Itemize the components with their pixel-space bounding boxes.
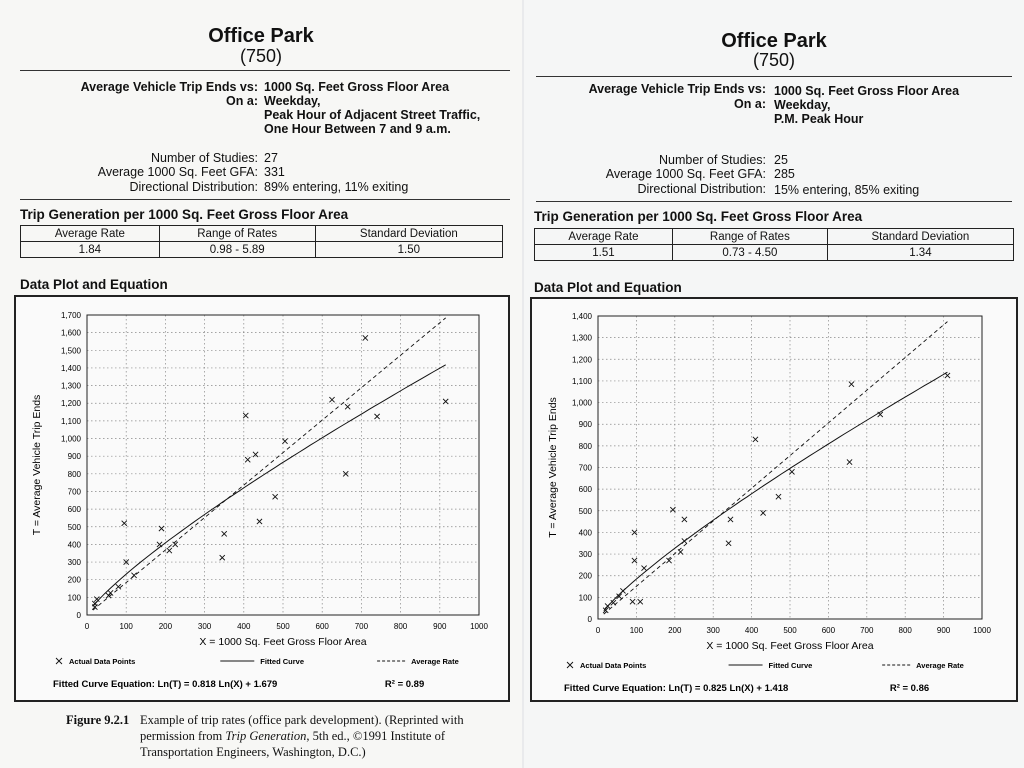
plot-header: Data Plot and Equation <box>20 277 168 292</box>
y-tick-label: 1,200 <box>60 399 81 409</box>
data-point <box>257 519 262 524</box>
x-tick-label: 600 <box>315 622 329 631</box>
on-line: P.M. Peak Hour <box>774 112 864 126</box>
y-tick-label: 1,400 <box>60 363 81 373</box>
y-tick-label: 100 <box>67 593 81 603</box>
legend-label: Actual Data Points <box>69 657 136 666</box>
legend-point-marker <box>56 658 62 664</box>
data-point <box>847 459 852 464</box>
panel-title: Office Park <box>721 30 827 52</box>
chart-box <box>530 297 1018 702</box>
on-line: Weekday, <box>774 98 831 112</box>
y-tick-label: 1,400 <box>571 312 592 321</box>
rates-col-header: Range of Rates <box>159 226 315 242</box>
x-tick-label: 800 <box>393 622 408 631</box>
y-tick-label: 300 <box>67 558 81 568</box>
rates-value: 0.98 - 5.89 <box>159 242 315 258</box>
y-tick-label: 1,500 <box>60 346 81 356</box>
x-tick-label: 900 <box>936 626 951 635</box>
r-squared: R² = 0.86 <box>889 683 930 694</box>
legend-label: Average Rate <box>411 657 459 666</box>
rates-value-row <box>21 242 503 258</box>
y-tick-label: 100 <box>578 593 592 603</box>
r-squared: R² = 0.89 <box>384 679 425 690</box>
stat-value: 27 <box>264 151 278 165</box>
legend-label: Fitted Curve <box>260 657 305 666</box>
panel-title: Office Park <box>208 25 314 47</box>
data-point <box>167 548 172 553</box>
y-tick-label: 900 <box>578 420 592 430</box>
caption-text: , 5th ed., ©1991 Institute of Transportation Engineers, Washington, D.C.) <box>140 729 445 759</box>
figure-caption <box>66 712 506 760</box>
y-tick-label: 1,300 <box>571 333 592 343</box>
vs-value: 1000 Sq. Feet Gross Floor Area <box>264 80 450 94</box>
y-tick-label: 1,600 <box>60 328 81 338</box>
legend-label: Average Rate <box>916 661 964 670</box>
rates-value: 1.34 <box>827 245 1013 261</box>
rate-header: Trip Generation per 1000 Sq. Feet Gross Floor Area <box>20 207 349 222</box>
fitted-curve-equation: Fitted Curve Equation: Ln(T) = 0.825 Ln(X) + 1.418 <box>564 683 789 694</box>
x-tick-label: 1000 <box>973 626 991 635</box>
x-axis-label: X = 1000 Sq. Feet Gross Floor Area <box>199 636 367 648</box>
data-point <box>374 414 379 419</box>
x-tick-label: 300 <box>197 622 212 631</box>
rates-header-row <box>21 226 503 242</box>
x-axis-label: X = 1000 Sq. Feet Gross Floor Area <box>706 640 874 652</box>
y-tick-label: 1,100 <box>60 416 81 426</box>
vs-label: Average Vehicle Trip Ends vs: <box>80 80 258 94</box>
data-point <box>682 517 687 522</box>
chart-box <box>14 295 510 702</box>
data-point <box>726 541 731 546</box>
average-rate-line <box>604 322 948 614</box>
rates-table <box>20 225 503 258</box>
caption-italic: Trip Generation <box>225 729 307 743</box>
rates-col-header: Standard Deviation <box>315 226 502 242</box>
y-tick-label: 200 <box>67 575 81 585</box>
rates-value: 1.84 <box>21 242 160 258</box>
legend-label: Actual Data Points <box>580 661 647 670</box>
fitted-curve <box>93 365 446 607</box>
vs-label: Average Vehicle Trip Ends vs: <box>588 82 766 96</box>
stat-label: Directional Distribution: <box>637 182 766 196</box>
y-tick-label: 1,700 <box>60 311 81 320</box>
x-tick-label: 200 <box>668 626 682 635</box>
rates-value: 0.73 - 4.50 <box>672 245 827 261</box>
stat-label: Average 1000 Sq. Feet GFA: <box>605 167 766 181</box>
data-point <box>220 555 225 560</box>
rates-col-header: Standard Deviation <box>827 229 1013 245</box>
stat-label: Number of Studies: <box>659 153 766 167</box>
data-point <box>116 584 121 589</box>
data-point <box>728 517 733 522</box>
stat-label: Directional Distribution: <box>129 180 258 194</box>
y-axis-label: T = Average Vehicle Trip Ends <box>31 394 43 536</box>
y-tick-label: 700 <box>67 487 81 497</box>
caption-label: Figure 9.2.1 <box>66 713 130 727</box>
y-tick-label: 400 <box>578 528 592 538</box>
right-page <box>524 0 1024 768</box>
data-point <box>849 382 854 387</box>
x-tick-label: 900 <box>433 622 447 631</box>
data-point <box>273 494 278 499</box>
rates-value-row <box>535 245 1014 261</box>
stat-label: Number of Studies: <box>151 151 258 165</box>
rates-col-header: Average Rate <box>21 226 160 242</box>
x-tick-label: 500 <box>783 626 797 635</box>
fitted-curve <box>604 372 948 611</box>
on-line: Peak Hour of Adjacent Street Traffic, <box>264 108 481 122</box>
y-tick-label: 1,100 <box>571 376 592 386</box>
stat-value: 25 <box>774 153 788 167</box>
stat-value: 15% entering, 85% exiting <box>774 183 920 197</box>
x-tick-label: 100 <box>629 626 644 635</box>
y-tick-label: 1,000 <box>60 434 81 444</box>
data-point <box>630 599 635 604</box>
x-tick-label: 800 <box>898 626 912 635</box>
data-point <box>789 469 794 474</box>
rates-col-header: Average Rate <box>535 229 673 245</box>
plot-header: Data Plot and Equation <box>534 280 682 295</box>
stat-value: 89% entering, 11% exiting <box>264 180 409 194</box>
average-rate-line <box>93 318 446 610</box>
data-point <box>329 397 334 402</box>
data-point <box>159 526 164 531</box>
data-point <box>363 335 368 340</box>
y-tick-label: 300 <box>578 550 592 560</box>
data-point <box>776 494 781 499</box>
y-tick-label: 0 <box>76 611 81 620</box>
divider <box>20 199 510 200</box>
chart-svg <box>16 297 508 700</box>
x-tick-label: 400 <box>744 626 759 635</box>
x-tick-label: 0 <box>84 622 90 631</box>
data-point <box>222 531 227 536</box>
x-tick-label: 300 <box>706 626 720 635</box>
y-tick-label: 700 <box>578 463 592 473</box>
data-point <box>753 437 758 442</box>
x-tick-label: 200 <box>158 622 173 631</box>
divider <box>536 76 1012 77</box>
x-tick-label: 500 <box>276 622 290 631</box>
x-tick-label: 0 <box>595 626 601 635</box>
data-point <box>638 599 643 604</box>
x-tick-label: 700 <box>860 626 874 635</box>
on-label: On a: <box>226 94 258 108</box>
on-line: One Hour Between 7 and 9 a.m. <box>264 122 451 136</box>
y-tick-label: 800 <box>578 441 592 451</box>
rates-header-row <box>535 229 1014 245</box>
caption-body <box>140 712 506 760</box>
divider <box>536 201 1012 202</box>
rates-col-header: Range of Rates <box>672 229 827 245</box>
x-tick-label: 400 <box>237 622 251 631</box>
stat-value: 285 <box>774 167 795 181</box>
rate-header: Trip Generation per 1000 Sq. Feet Gross Floor Area <box>534 209 863 224</box>
y-tick-label: 1,200 <box>571 355 592 365</box>
x-tick-label: 100 <box>119 622 133 631</box>
on-line: Weekday, <box>264 94 321 108</box>
rates-value: 1.50 <box>315 242 502 258</box>
panel-code: (750) <box>752 50 796 70</box>
fitted-curve-equation: Fitted Curve Equation: Ln(T) = 0.818 Ln(X) + 1.679 <box>53 679 278 690</box>
y-tick-label: 1,000 <box>571 398 592 408</box>
panel-code: (750) <box>239 46 283 66</box>
rates-value: 1.51 <box>535 245 673 261</box>
data-point <box>282 439 287 444</box>
y-tick-label: 500 <box>578 506 592 516</box>
y-tick-label: 1,300 <box>60 381 81 391</box>
y-tick-label: 200 <box>578 571 592 581</box>
data-point <box>345 404 350 409</box>
data-point <box>245 457 250 462</box>
divider <box>20 70 510 71</box>
chart-svg <box>532 299 1016 700</box>
on-label: On a: <box>734 97 766 111</box>
legend-point-marker <box>567 662 573 668</box>
data-point <box>108 590 113 595</box>
vs-value: 1000 Sq. Feet Gross Floor Area <box>774 84 960 98</box>
rates-table <box>534 228 1014 261</box>
stat-value: 331 <box>264 165 285 179</box>
caption-text: Example of trip rates (office park development). (Reprinted with permission from <box>140 713 464 743</box>
y-tick-label: 500 <box>67 522 81 532</box>
y-tick-label: 800 <box>67 469 81 479</box>
y-tick-label: 0 <box>587 615 592 624</box>
y-tick-label: 600 <box>67 505 81 515</box>
x-tick-label: 1000 <box>470 622 488 631</box>
data-point <box>173 542 178 547</box>
data-point <box>670 507 675 512</box>
y-tick-label: 600 <box>578 485 592 495</box>
y-tick-label: 400 <box>67 540 81 550</box>
y-tick-label: 900 <box>67 452 81 462</box>
x-tick-label: 600 <box>821 626 836 635</box>
y-axis-label: T = Average Vehicle Trip Ends <box>547 397 559 538</box>
x-tick-label: 700 <box>354 622 369 631</box>
stat-label: Average 1000 Sq. Feet GFA: <box>97 165 258 179</box>
legend-label: Fitted Curve <box>768 661 813 670</box>
data-point <box>443 399 448 404</box>
data-point <box>641 566 646 571</box>
